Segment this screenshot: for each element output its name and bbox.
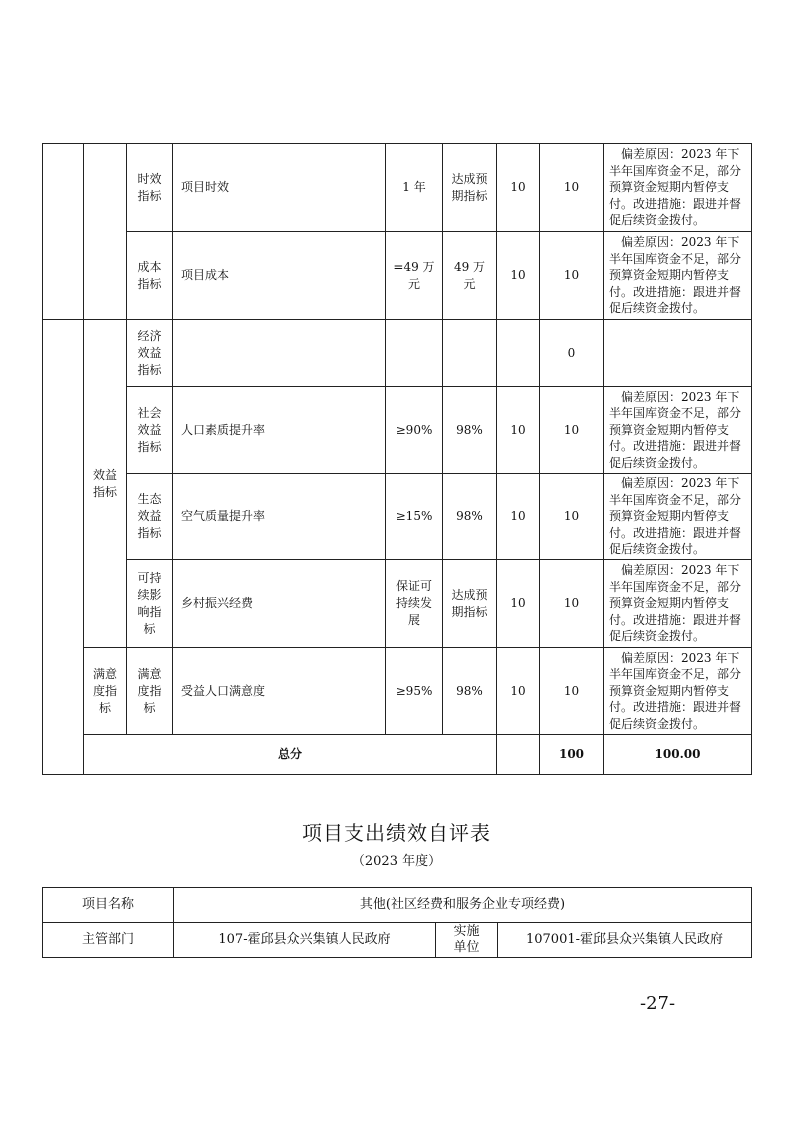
deviation-note: 偏差原因：2023 年下半年国库资金不足，部分预算资金短期内暂停支付。改进措施：跟进并督促后续资金拨付。 (604, 560, 752, 648)
deviation-note (604, 320, 752, 387)
target-value: ≥90% (386, 387, 443, 474)
table-row (43, 474, 752, 560)
weight: 10 (497, 144, 540, 232)
performance-indicator-table (42, 143, 752, 775)
sub-indicator: 生态 效益 指标 (127, 474, 173, 560)
weight: 10 (497, 648, 540, 735)
actual-value: 达成预 期指标 (443, 560, 497, 648)
weight: 10 (497, 232, 540, 320)
deviation-note: 偏差原因：2023 年下半年国库资金不足，部分预算资金短期内暂停支付。改进措施：跟进并督促后续资金拨付。 (604, 387, 752, 474)
score: 10 (540, 648, 604, 735)
dept-label: 主管部门 (43, 923, 174, 958)
impl-value: 107001-霍邱县众兴集镇人民政府 (498, 923, 752, 958)
sub-indicator: 时效 指标 (127, 144, 173, 232)
weight: 10 (497, 474, 540, 560)
indicator-name (173, 320, 386, 387)
actual-value: 98% (443, 648, 497, 735)
impl-label: 实施 单位 (436, 923, 498, 958)
deviation-note: 偏差原因：2023 年下半年国库资金不足，部分预算资金短期内暂停支付。改进措施：跟进并督促后续资金拨付。 (604, 648, 752, 735)
sub-indicator: 社会 效益 指标 (127, 387, 173, 474)
target-value (386, 320, 443, 387)
target-value: ≥15% (386, 474, 443, 560)
project-name-value: 其他(社区经费和服务企业专项经费) (174, 888, 752, 923)
score: 0 (540, 320, 604, 387)
score: 10 (540, 387, 604, 474)
page-number: -27- (640, 993, 676, 1014)
satisfaction-category: 满意 度指 标 (84, 648, 127, 735)
page-title: 项目支出绩效自评表 (302, 821, 491, 845)
table-row (43, 560, 752, 648)
deviation-note: 偏差原因：2023 年下半年国库资金不足，部分预算资金短期内暂停支付。改进措施：跟进并督促后续资金拨付。 (604, 232, 752, 320)
actual-value (443, 320, 497, 387)
indicator-name: 项目成本 (173, 232, 386, 320)
score: 10 (540, 474, 604, 560)
indicator-name: 空气质量提升率 (173, 474, 386, 560)
indicator-name: 受益人口满意度 (173, 648, 386, 735)
actual-value: 达成预 期指标 (443, 144, 497, 232)
indicator-name: 乡村振兴经费 (173, 560, 386, 648)
weight: 10 (497, 387, 540, 474)
total-score: 100.00 (604, 735, 752, 775)
score: 10 (540, 560, 604, 648)
weight: 10 (497, 560, 540, 648)
level1-cell (43, 320, 84, 775)
sub-indicator: 可持 续影 响指 标 (127, 560, 173, 648)
table-row (43, 648, 752, 735)
score: 10 (540, 144, 604, 232)
indicator-name: 人口素质提升率 (173, 387, 386, 474)
target-value: =49 万 元 (386, 232, 443, 320)
level1-cell (43, 144, 84, 320)
actual-value: 98% (443, 474, 497, 560)
actual-value: 98% (443, 387, 497, 474)
total-empty-cell (497, 735, 540, 775)
sub-indicator: 成本 指标 (127, 232, 173, 320)
target-value: 1 年 (386, 144, 443, 232)
deviation-note: 偏差原因：2023 年下半年国库资金不足，部分预算资金短期内暂停支付。改进措施：跟进并督促后续资金拨付。 (604, 144, 752, 232)
table-row (43, 144, 752, 232)
table-row (43, 320, 752, 387)
dept-value: 107-霍邱县众兴集镇人民政府 (174, 923, 436, 958)
actual-value: 49 万 元 (443, 232, 497, 320)
weight (497, 320, 540, 387)
total-label: 总分 (84, 735, 497, 775)
sub-indicator: 经济 效益 指标 (127, 320, 173, 387)
table-row (43, 232, 752, 320)
project-info-table (42, 887, 752, 958)
deviation-note: 偏差原因：2023 年下半年国库资金不足，部分预算资金短期内暂停支付。改进措施：跟进并督促后续资金拨付。 (604, 474, 752, 560)
benefit-category: 效益 指标 (84, 320, 127, 648)
sub-indicator: 满意 度指 标 (127, 648, 173, 735)
table-row (43, 387, 752, 474)
target-value: 保证可 持续发 展 (386, 560, 443, 648)
target-value: ≥95% (386, 648, 443, 735)
level2-cell (84, 144, 127, 320)
total-weight: 100 (540, 735, 604, 775)
table-row (43, 923, 752, 958)
project-name-label: 项目名称 (43, 888, 174, 923)
score: 10 (540, 232, 604, 320)
page-subtitle: （2023 年度） (351, 854, 442, 869)
total-row (43, 735, 752, 775)
indicator-name: 项目时效 (173, 144, 386, 232)
table-row (43, 888, 752, 923)
